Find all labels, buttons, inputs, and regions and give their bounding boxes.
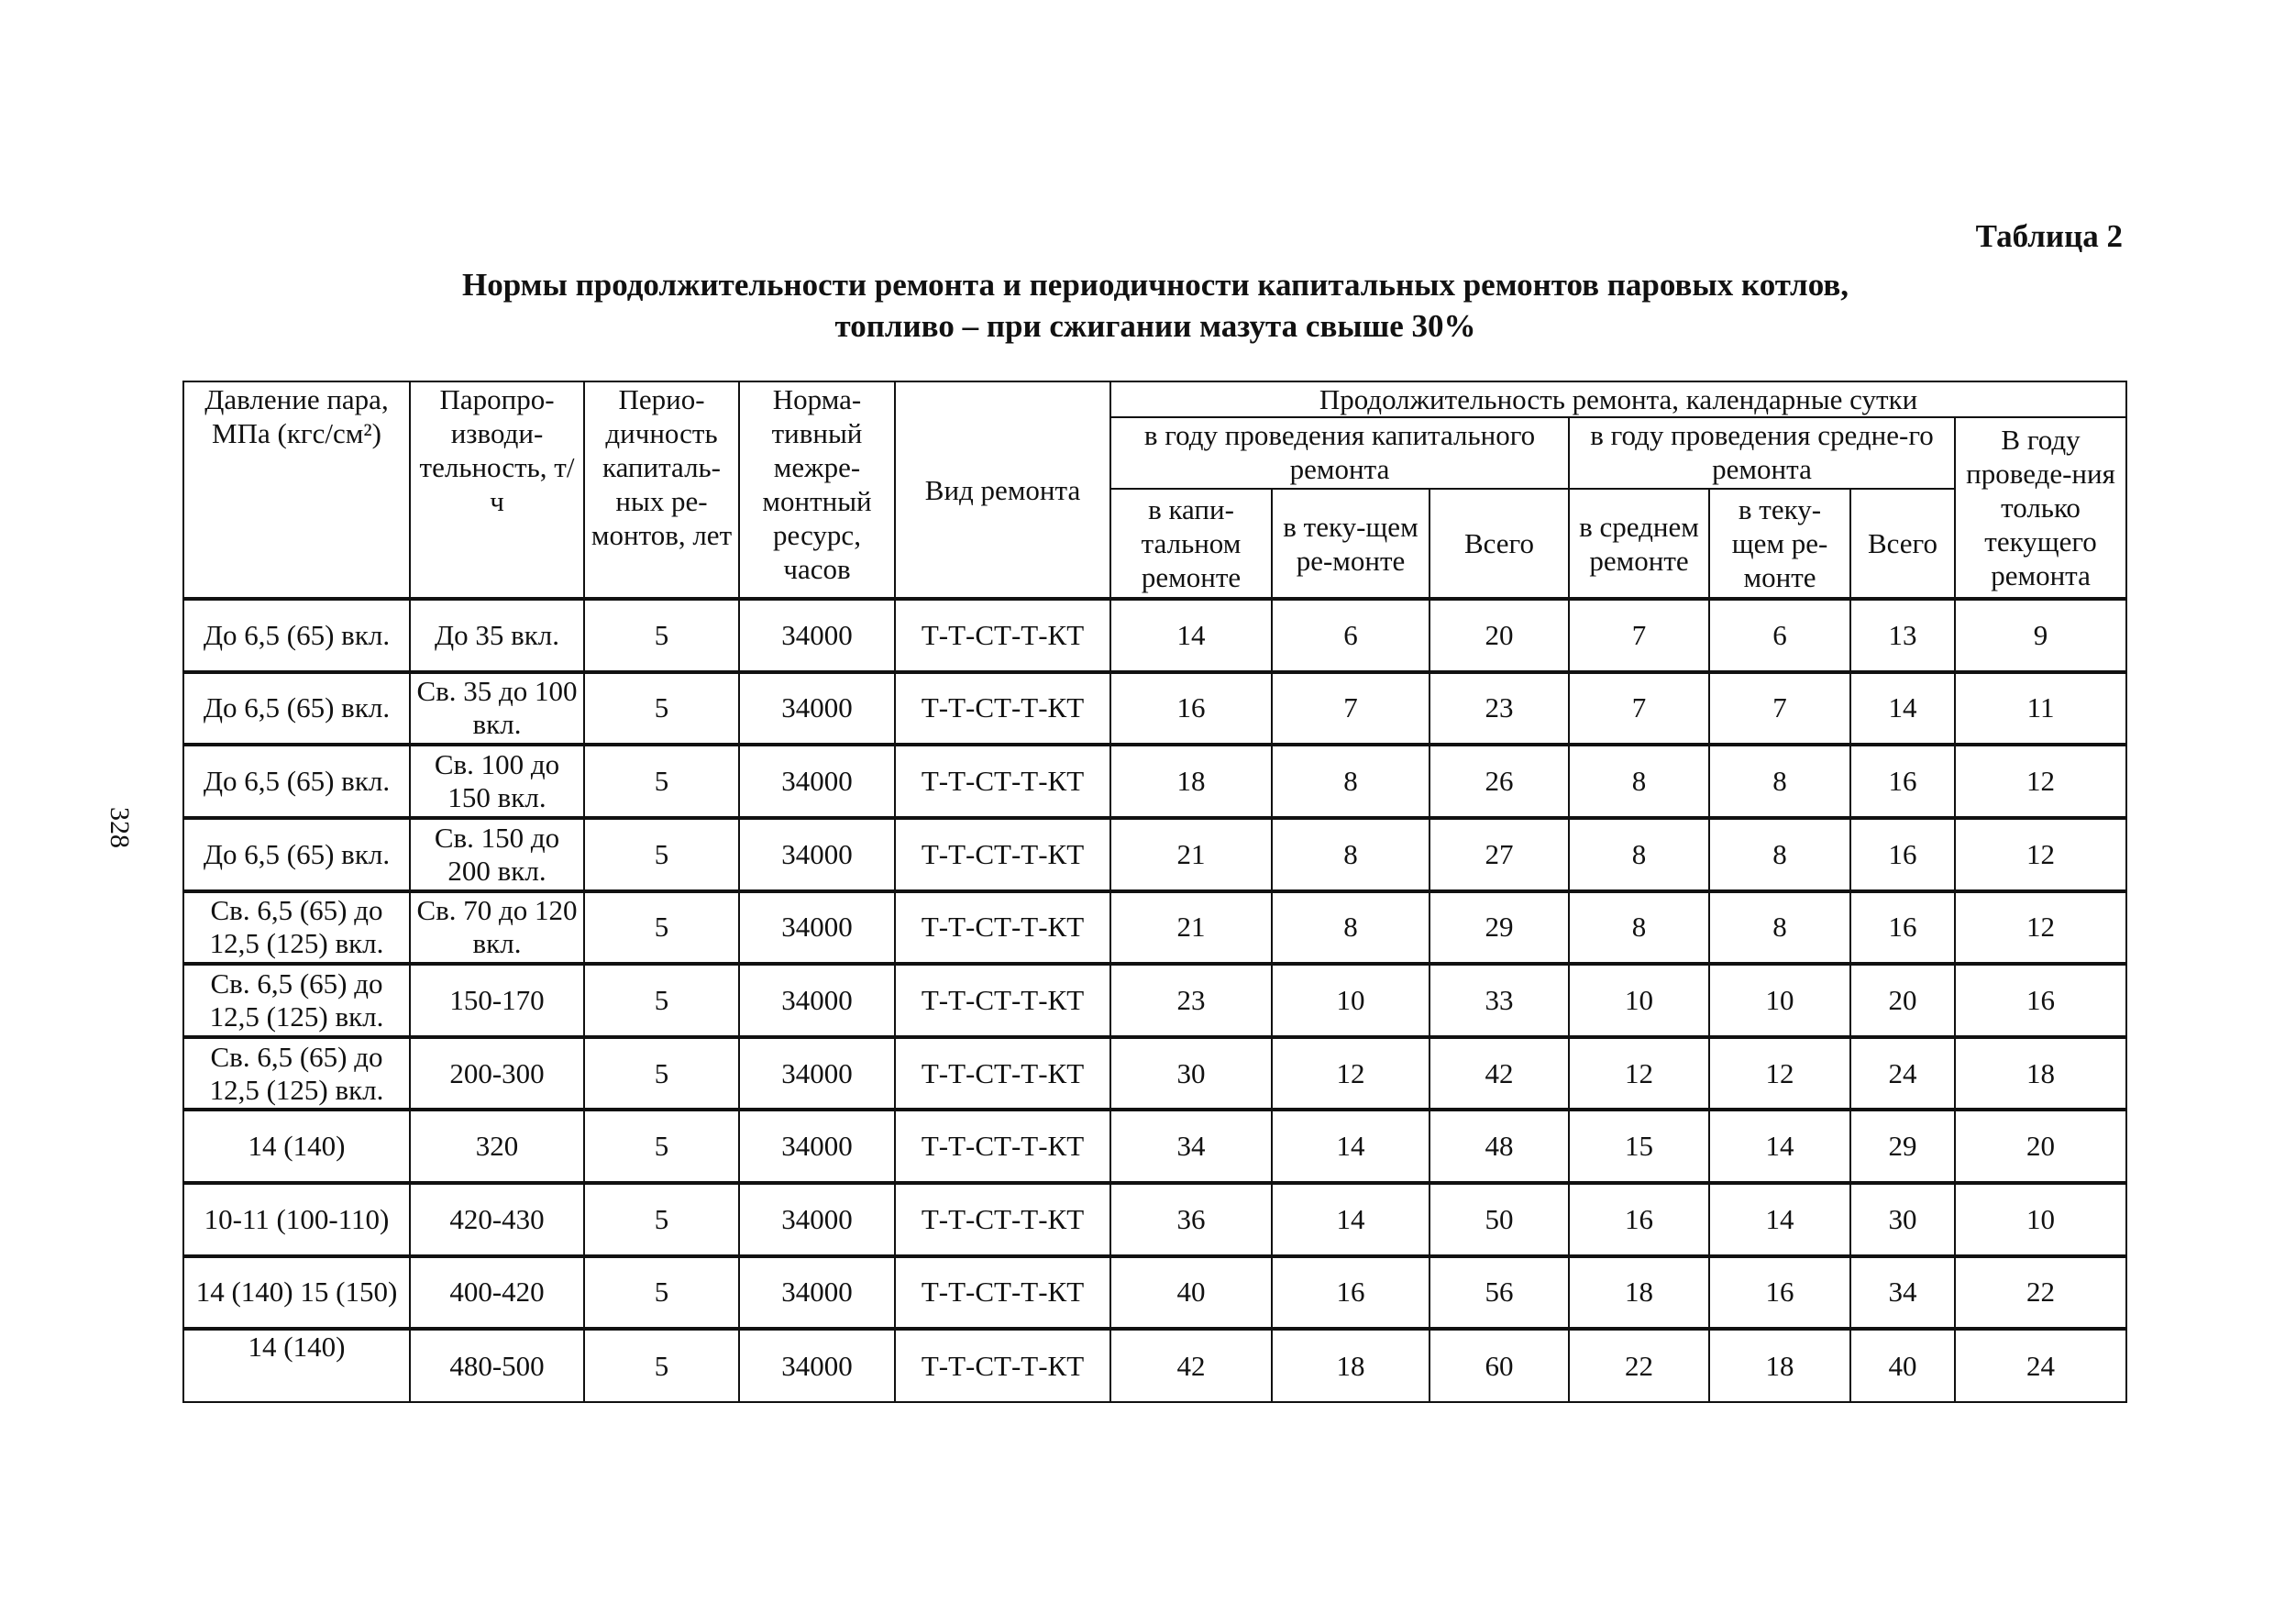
cell-pressure: 14 (140) xyxy=(183,1110,410,1183)
header-total-1: Всего xyxy=(1430,489,1569,599)
cell-in-capital: 21 xyxy=(1110,818,1272,891)
cell-resource: 34000 xyxy=(739,818,895,891)
cell-capacity: Св. 70 до 120 вкл. xyxy=(410,891,584,965)
cell-in-medium: 7 xyxy=(1569,599,1709,672)
header-in-current-1: в теку-щем ре-монте xyxy=(1272,489,1430,599)
table-row xyxy=(183,1256,2126,1330)
cell-total-2: 20 xyxy=(1850,964,1955,1037)
table-row xyxy=(183,1183,2126,1256)
cell-in-current-1: 8 xyxy=(1272,745,1430,818)
cell-periodicity: 5 xyxy=(584,1329,739,1402)
cell-total-2: 24 xyxy=(1850,1037,1955,1110)
cell-in-current-1: 18 xyxy=(1272,1329,1430,1402)
cell-periodicity: 5 xyxy=(584,1110,739,1183)
cell-in-current-2: 16 xyxy=(1709,1256,1850,1330)
cell-in-current-2: 10 xyxy=(1709,964,1850,1037)
cell-current-only: 18 xyxy=(1955,1037,2126,1110)
cell-in-capital: 18 xyxy=(1110,745,1272,818)
header-current-only: В году проведе-ния только текущего ремонта xyxy=(1955,417,2126,599)
cell-current-only: 11 xyxy=(1955,672,2126,746)
cell-resource: 34000 xyxy=(739,891,895,965)
cell-in-current-1: 14 xyxy=(1272,1183,1430,1256)
table-row xyxy=(183,818,2126,891)
cell-resource: 34000 xyxy=(739,599,895,672)
cell-repair-type: Т-Т-СТ-Т-КТ xyxy=(895,891,1110,965)
cell-total-2: 16 xyxy=(1850,818,1955,891)
table-label: Таблица 2 xyxy=(1975,218,2123,254)
cell-repair-type: Т-Т-СТ-Т-КТ xyxy=(895,964,1110,1037)
cell-in-medium: 8 xyxy=(1569,745,1709,818)
header-resource: Норма-тивный межре-монтный ресурс, часов xyxy=(739,381,895,599)
header-in-medium: в среднем ремонте xyxy=(1569,489,1709,599)
cell-periodicity: 5 xyxy=(584,1256,739,1330)
cell-resource: 34000 xyxy=(739,745,895,818)
cell-periodicity: 5 xyxy=(584,891,739,965)
cell-in-current-2: 14 xyxy=(1709,1110,1850,1183)
cell-total-2: 16 xyxy=(1850,891,1955,965)
table-row xyxy=(183,672,2126,746)
cell-current-only: 20 xyxy=(1955,1110,2126,1183)
cell-total-2: 14 xyxy=(1850,672,1955,746)
cell-repair-type: Т-Т-СТ-Т-КТ xyxy=(895,1183,1110,1256)
cell-pressure: Св. 6,5 (65) до 12,5 (125) вкл. xyxy=(183,1037,410,1110)
cell-in-capital: 23 xyxy=(1110,964,1272,1037)
cell-current-only: 12 xyxy=(1955,891,2126,965)
cell-pressure: Св. 6,5 (65) до 12,5 (125) вкл. xyxy=(183,891,410,965)
cell-total-1: 42 xyxy=(1430,1037,1569,1110)
cell-capacity: 420-430 xyxy=(410,1183,584,1256)
table-row xyxy=(183,964,2126,1037)
cell-resource: 34000 xyxy=(739,672,895,746)
cell-periodicity: 5 xyxy=(584,1037,739,1110)
cell-in-current-1: 7 xyxy=(1272,672,1430,746)
cell-capacity: 150-170 xyxy=(410,964,584,1037)
cell-capacity: 320 xyxy=(410,1110,584,1183)
cell-total-2: 13 xyxy=(1850,599,1955,672)
cell-current-only: 16 xyxy=(1955,964,2126,1037)
cell-current-only: 10 xyxy=(1955,1183,2126,1256)
cell-current-only: 12 xyxy=(1955,745,2126,818)
cell-capacity: Св. 150 до 200 вкл. xyxy=(410,818,584,891)
cell-repair-type: Т-Т-СТ-Т-КТ xyxy=(895,745,1110,818)
cell-repair-type: Т-Т-СТ-Т-КТ xyxy=(895,599,1110,672)
cell-capacity: Св. 100 до 150 вкл. xyxy=(410,745,584,818)
cell-in-capital: 30 xyxy=(1110,1037,1272,1110)
document-title xyxy=(0,264,2274,347)
header-medium-year: в году проведения средне-го ремонта xyxy=(1569,417,1955,489)
cell-in-current-1: 10 xyxy=(1272,964,1430,1037)
cell-in-current-1: 12 xyxy=(1272,1037,1430,1110)
cell-total-1: 29 xyxy=(1430,891,1569,965)
cell-pressure: До 6,5 (65) вкл. xyxy=(183,672,410,746)
cell-in-medium: 7 xyxy=(1569,672,1709,746)
cell-total-2: 29 xyxy=(1850,1110,1955,1183)
cell-total-1: 27 xyxy=(1430,818,1569,891)
cell-in-current-2: 7 xyxy=(1709,672,1850,746)
cell-in-medium: 8 xyxy=(1569,891,1709,965)
cell-in-capital: 14 xyxy=(1110,599,1272,672)
cell-in-current-1: 6 xyxy=(1272,599,1430,672)
cell-in-medium: 15 xyxy=(1569,1110,1709,1183)
cell-pressure: До 6,5 (65) вкл. xyxy=(183,745,410,818)
cell-in-medium: 16 xyxy=(1569,1183,1709,1256)
cell-in-capital: 16 xyxy=(1110,672,1272,746)
cell-current-only: 22 xyxy=(1955,1256,2126,1330)
cell-in-current-2: 14 xyxy=(1709,1183,1850,1256)
table-row xyxy=(183,1110,2126,1183)
table-row xyxy=(183,745,2126,818)
cell-total-1: 23 xyxy=(1430,672,1569,746)
cell-in-medium: 8 xyxy=(1569,818,1709,891)
cell-in-current-1: 16 xyxy=(1272,1256,1430,1330)
cell-total-1: 20 xyxy=(1430,599,1569,672)
cell-periodicity: 5 xyxy=(584,599,739,672)
cell-total-2: 34 xyxy=(1850,1256,1955,1330)
cell-resource: 34000 xyxy=(739,1110,895,1183)
cell-in-capital: 42 xyxy=(1110,1329,1272,1402)
cell-in-current-2: 8 xyxy=(1709,745,1850,818)
cell-pressure: 14 (140) xyxy=(183,1329,410,1402)
header-capital-year: в году проведения капитального ремонта xyxy=(1110,417,1569,489)
cell-resource: 34000 xyxy=(739,1037,895,1110)
title-line-2: топливо – при сжигании мазута свыше 30% xyxy=(834,308,1476,344)
cell-in-current-1: 8 xyxy=(1272,818,1430,891)
cell-in-capital: 36 xyxy=(1110,1183,1272,1256)
header-periodicity: Перио-дичность капиталь-ных ре-монтов, лет xyxy=(584,381,739,599)
cell-capacity: 200-300 xyxy=(410,1037,584,1110)
table-row xyxy=(183,1037,2126,1110)
cell-total-1: 33 xyxy=(1430,964,1569,1037)
table-row xyxy=(183,1329,2126,1402)
cell-capacity: 400-420 xyxy=(410,1256,584,1330)
cell-in-current-2: 8 xyxy=(1709,818,1850,891)
cell-in-medium: 12 xyxy=(1569,1037,1709,1110)
table-row xyxy=(183,599,2126,672)
cell-periodicity: 5 xyxy=(584,672,739,746)
cell-in-medium: 22 xyxy=(1569,1329,1709,1402)
cell-periodicity: 5 xyxy=(584,818,739,891)
cell-total-2: 30 xyxy=(1850,1183,1955,1256)
title-line-1: Нормы продолжительности ремонта и периодичности капитальных ремонтов паровых котлов, xyxy=(462,267,1849,303)
cell-pressure: 14 (140) 15 (150) xyxy=(183,1256,410,1330)
cell-in-current-1: 14 xyxy=(1272,1110,1430,1183)
cell-repair-type: Т-Т-СТ-Т-КТ xyxy=(895,818,1110,891)
cell-repair-type: Т-Т-СТ-Т-КТ xyxy=(895,1110,1110,1183)
cell-in-current-1: 8 xyxy=(1272,891,1430,965)
cell-total-1: 56 xyxy=(1430,1256,1569,1330)
cell-repair-type: Т-Т-СТ-Т-КТ xyxy=(895,1256,1110,1330)
cell-current-only: 9 xyxy=(1955,599,2126,672)
cell-in-medium: 10 xyxy=(1569,964,1709,1037)
cell-pressure: До 6,5 (65) вкл. xyxy=(183,599,410,672)
cell-in-current-2: 12 xyxy=(1709,1037,1850,1110)
cell-periodicity: 5 xyxy=(584,964,739,1037)
cell-in-capital: 21 xyxy=(1110,891,1272,965)
header-duration-group: Продолжительность ремонта, календарные сутки xyxy=(1110,381,2126,417)
cell-repair-type: Т-Т-СТ-Т-КТ xyxy=(895,1329,1110,1402)
cell-resource: 34000 xyxy=(739,1256,895,1330)
cell-total-2: 40 xyxy=(1850,1329,1955,1402)
cell-repair-type: Т-Т-СТ-Т-КТ xyxy=(895,672,1110,746)
cell-capacity: До 35 вкл. xyxy=(410,599,584,672)
cell-total-2: 16 xyxy=(1850,745,1955,818)
repair-norms-table xyxy=(182,381,2127,1403)
header-capacity: Паропро-изводи-тельность, т/ч xyxy=(410,381,584,599)
header-in-current-2: в теку-щем ре-монте xyxy=(1709,489,1850,599)
cell-total-1: 48 xyxy=(1430,1110,1569,1183)
cell-current-only: 24 xyxy=(1955,1329,2126,1402)
cell-total-1: 60 xyxy=(1430,1329,1569,1402)
page-number: 328 xyxy=(105,807,135,848)
cell-in-current-2: 8 xyxy=(1709,891,1850,965)
header-pressure: Давление пара, МПа (кгс/см²) xyxy=(183,381,410,599)
cell-in-medium: 18 xyxy=(1569,1256,1709,1330)
cell-resource: 34000 xyxy=(739,1329,895,1402)
header-total-2: Всего xyxy=(1850,489,1955,599)
cell-periodicity: 5 xyxy=(584,1183,739,1256)
cell-in-capital: 34 xyxy=(1110,1110,1272,1183)
cell-in-capital: 40 xyxy=(1110,1256,1272,1330)
cell-pressure: Св. 6,5 (65) до 12,5 (125) вкл. xyxy=(183,964,410,1037)
cell-total-1: 26 xyxy=(1430,745,1569,818)
cell-capacity: Св. 35 до 100 вкл. xyxy=(410,672,584,746)
cell-total-1: 50 xyxy=(1430,1183,1569,1256)
table-row xyxy=(183,891,2126,965)
cell-periodicity: 5 xyxy=(584,745,739,818)
header-in-capital: в капи-тальном ремонте xyxy=(1110,489,1272,599)
cell-repair-type: Т-Т-СТ-Т-КТ xyxy=(895,1037,1110,1110)
cell-pressure: До 6,5 (65) вкл. xyxy=(183,818,410,891)
cell-in-current-2: 6 xyxy=(1709,599,1850,672)
cell-pressure: 10-11 (100-110) xyxy=(183,1183,410,1256)
header-repair-type: Вид ремонта xyxy=(895,381,1110,599)
cell-in-current-2: 18 xyxy=(1709,1329,1850,1402)
cell-capacity: 480-500 xyxy=(410,1329,584,1402)
cell-resource: 34000 xyxy=(739,1183,895,1256)
cell-resource: 34000 xyxy=(739,964,895,1037)
cell-current-only: 12 xyxy=(1955,818,2126,891)
